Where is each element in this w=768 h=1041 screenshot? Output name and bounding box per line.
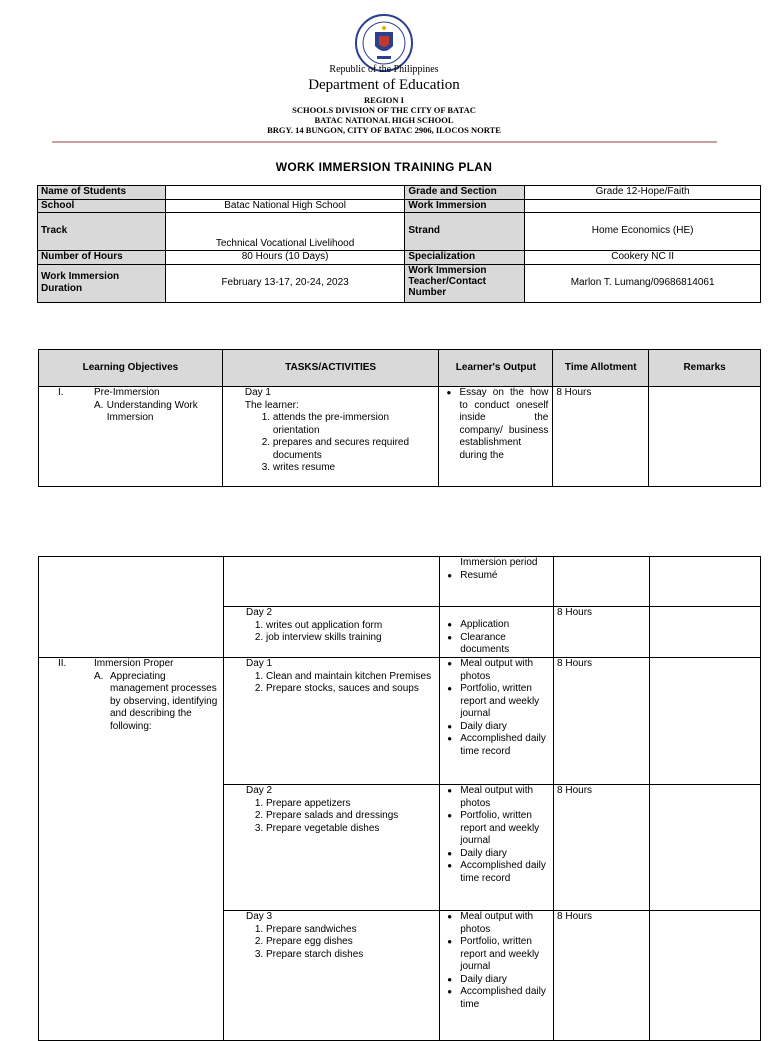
- info-table: [37, 185, 761, 303]
- proper-num: II.: [58, 658, 67, 669]
- pre-sub: Understanding Work Immersion: [106, 399, 198, 423]
- list-item: 1. Prepare sandwiches: [266, 924, 436, 937]
- name-value: [165, 186, 405, 200]
- list-item: 2. prepares and secures required documents: [273, 437, 436, 462]
- proper-sub: Appreciating management processes by observing, identifying and describing the following:: [110, 670, 218, 732]
- list-item: ● Application: [460, 619, 550, 632]
- table-row: [39, 557, 761, 607]
- pre-day2: Day 2: [246, 607, 273, 618]
- list-item: 2. Prepare egg dishes: [266, 936, 436, 949]
- list-item: ● Daily diary: [460, 848, 550, 861]
- department-text: Department of Education: [308, 77, 460, 93]
- list-item: ● Resumé: [460, 570, 550, 583]
- teacher-value: Marlon T. Lumang/09686814061: [525, 264, 761, 302]
- list-item: ● Accomplished daily time record: [460, 733, 550, 758]
- pre-sub-letter: A.: [94, 399, 104, 411]
- list-item: 1. Prepare appetizers: [266, 798, 436, 811]
- header-divider: [52, 141, 717, 143]
- republic-text: Republic of the Philippines: [329, 64, 439, 75]
- proper-sub-letter: A.: [94, 670, 104, 682]
- table-row: [39, 387, 761, 487]
- list-item: 3. writes resume: [273, 462, 436, 475]
- list-item: ● Essay on the how to conduct oneself inside the company/ business establishment during the: [459, 387, 548, 462]
- strand-value: Home Economics (HE): [525, 213, 761, 251]
- list-item: 1. Clean and maintain kitchen Premises: [266, 671, 436, 684]
- division-text: SCHOOLS DIVISION OF THE CITY OF BATAC: [292, 105, 476, 115]
- list-item: 3. Prepare vegetable dishes: [266, 823, 436, 836]
- col-remarks: Remarks: [649, 350, 761, 387]
- list-item: ● Daily diary: [460, 721, 550, 734]
- teacher-label: Work Immersion Teacher/Contact Number: [405, 264, 525, 302]
- list-item: ● Accomplished daily time: [460, 986, 550, 1011]
- list-item: 2. job interview skills training: [266, 632, 436, 645]
- pre-num: I.: [58, 387, 64, 398]
- table-row: [39, 658, 761, 785]
- pre-time: 8 Hours: [553, 387, 649, 487]
- col-tasks: TASKS/ACTIVITIES: [222, 350, 439, 387]
- list-item: 2. Prepare salads and dressings: [266, 810, 436, 823]
- objectives-table: [38, 349, 761, 487]
- duration-value: February 13-17, 20-24, 2023: [165, 264, 405, 302]
- duration-label: Work Immersion Duration: [38, 264, 166, 302]
- pre-day2-time: 8 Hours: [554, 607, 650, 658]
- spec-value: Cookery NC II: [525, 251, 761, 265]
- list-item: 1. writes out application form: [266, 620, 436, 633]
- pre-remarks: [649, 387, 761, 487]
- proper-day2: Day 2: [246, 785, 273, 796]
- address-text: BRGY. 14 BUNGON, CITY OF BATAC 2906, ILOCOS NORTE: [267, 125, 501, 135]
- proper-day3: Day 3: [246, 911, 273, 922]
- col-time: Time Allotment: [553, 350, 649, 387]
- pre-title: Pre-Immersion: [94, 387, 160, 398]
- region-text: REGION I: [364, 95, 404, 105]
- list-item: ● Portfolio, written report and weekly journal: [460, 936, 550, 974]
- list-item: ● Portfolio, written report and weekly journal: [460, 810, 550, 848]
- col-learning-objectives: Learning Objectives: [39, 350, 223, 387]
- spec-label: Specialization: [405, 251, 525, 265]
- proper-day2-time: 8 Hours: [554, 785, 650, 911]
- pre-learner: The learner:: [244, 399, 299, 411]
- list-item: 2. Prepare stocks, sauces and soups: [266, 683, 436, 696]
- wi-value: [525, 199, 761, 213]
- list-item: 1. attends the pre-immersion orientation: [273, 412, 436, 437]
- school-value: Batac National High School: [165, 199, 405, 213]
- list-item: ● Meal output with photos: [460, 911, 550, 936]
- list-item: ● Daily diary: [460, 974, 550, 987]
- pre-output-cont: Immersion period: [460, 557, 538, 568]
- list-item: ● Accomplished daily time record: [460, 860, 550, 885]
- objectives-table-continued: [38, 556, 761, 1041]
- school-label: School: [38, 199, 166, 213]
- school-text: BATAC NATIONAL HIGH SCHOOL: [314, 115, 454, 125]
- list-item: ● Clearance documents: [460, 632, 550, 657]
- col-output: Learner's Output: [439, 350, 553, 387]
- list-item: 3. Prepare starch dishes: [266, 949, 436, 962]
- proper-title: Immersion Proper: [94, 658, 174, 669]
- wi-label: Work Immersion: [405, 199, 525, 213]
- list-item: ● Meal output with photos: [460, 785, 550, 810]
- list-item: ● Meal output with photos: [460, 658, 550, 683]
- hours-value: 80 Hours (10 Days): [165, 251, 405, 265]
- track-label: Track: [38, 213, 166, 251]
- grade-label: Grade and Section: [405, 186, 525, 200]
- name-label: Name of Students: [38, 186, 166, 200]
- proper-day3-time: 8 Hours: [554, 911, 650, 1041]
- pre-day1: Day 1: [244, 387, 271, 398]
- document-title: WORK IMMERSION TRAINING PLAN: [275, 160, 493, 174]
- track-value: Technical Vocational Livelihood: [165, 213, 405, 251]
- hours-label: Number of Hours: [38, 251, 166, 265]
- grade-value: Grade 12-Hope/Faith: [525, 186, 761, 200]
- list-item: ● Portfolio, written report and weekly journal: [460, 683, 550, 721]
- proper-day1: Day 1: [246, 658, 273, 669]
- proper-day1-time: 8 Hours: [554, 658, 650, 785]
- strand-label: Strand: [405, 213, 525, 251]
